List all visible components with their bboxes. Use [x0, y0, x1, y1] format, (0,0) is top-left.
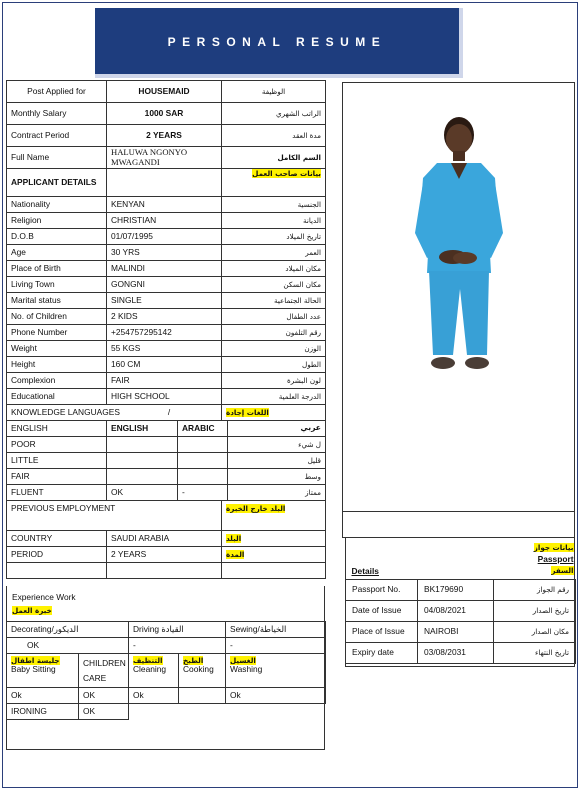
- skill-ironing-value: OK: [79, 704, 129, 720]
- skill-driving-value: -: [129, 638, 226, 654]
- skill-babysitting-value: Ok: [7, 688, 79, 704]
- detail-row: [7, 293, 326, 309]
- languages-sep: /: [167, 406, 171, 417]
- fullname-label-ar: السم الكامل: [222, 147, 326, 169]
- passport-label: Passport No.: [346, 579, 418, 600]
- language-level: POOR: [7, 437, 107, 453]
- detail-ar: رقم التلفون: [222, 325, 326, 341]
- detail-value: 55 KGS: [107, 341, 222, 357]
- detail-value: HIGH SCHOOL: [107, 389, 222, 405]
- detail-value: 01/07/1995: [107, 229, 222, 245]
- employment-ar-label: المدة: [226, 549, 245, 559]
- language-arabic-value: [178, 453, 228, 468]
- languages-header-ar: اللغات إجادة: [226, 407, 269, 417]
- post-label-ar: الوظيفة: [222, 81, 326, 103]
- passport-ar: تاريخ النتهاء: [494, 642, 576, 663]
- salary-label: Monthly Salary: [7, 103, 107, 125]
- detail-value: 30 YRS: [107, 245, 222, 261]
- page-title: PERSONAL RESUME: [167, 35, 387, 49]
- detail-ar: مكان الميلاد: [222, 261, 326, 277]
- skills-row-3: [7, 704, 326, 720]
- employment-ar-label: البلد: [226, 533, 242, 543]
- skill-cooking: Cooking: [183, 664, 214, 675]
- passport-title-en: Passport: [537, 553, 574, 564]
- detail-ar: لون البشرة: [222, 373, 326, 389]
- contract-label-ar: مدة العقد: [222, 125, 326, 147]
- skill-ironing: IRONING: [7, 704, 79, 720]
- skill-cooking-value: [179, 688, 226, 704]
- language-english-value: [107, 469, 178, 484]
- languages-col-label: ENGLISH: [7, 421, 107, 437]
- passport-title-ar: بيانات جواز: [533, 543, 574, 553]
- detail-ar: عدد الطفال: [222, 309, 326, 325]
- detail-row: [7, 341, 326, 357]
- detail-label: D.O.B: [7, 229, 107, 245]
- detail-row: [7, 325, 326, 341]
- language-level-row: [7, 453, 326, 469]
- skills-table: [6, 621, 326, 720]
- title-banner: [95, 8, 463, 78]
- skill-sewing-value: -: [226, 638, 326, 654]
- detail-row: [7, 373, 326, 389]
- detail-value: 160 CM: [107, 357, 222, 373]
- skill-decorating-value: OK: [7, 638, 129, 654]
- contract-value: 2 YEARS: [107, 125, 222, 147]
- languages-header: KNOWLEDGE LANGUAGES: [11, 406, 120, 417]
- detail-label: No. of Children: [7, 309, 107, 325]
- skill-washing-value: Ok: [226, 688, 326, 704]
- detail-ar: مكان السكن: [222, 277, 326, 293]
- details-body: [7, 197, 326, 405]
- skill-sewing: Sewing/الخياطة: [226, 622, 326, 638]
- detail-ar: تاريخ الميلاد: [222, 229, 326, 245]
- language-english-value: [107, 437, 178, 452]
- language-level-row: [7, 469, 326, 485]
- detail-value: SINGLE: [107, 293, 222, 309]
- language-arabic-value: -: [178, 485, 228, 500]
- language-level-ar: ممتاز: [305, 487, 321, 497]
- photo-caption-strip: [342, 512, 575, 538]
- language-level: FLUENT: [7, 485, 107, 501]
- detail-label: Age: [7, 245, 107, 261]
- skills-row-2: [7, 654, 326, 688]
- detail-value: MALINDI: [107, 261, 222, 277]
- detail-label: Place of Birth: [7, 261, 107, 277]
- language-level-ar: ل شيء: [298, 439, 321, 449]
- employment-label: PERIOD: [7, 547, 107, 563]
- applicant-details-label: APPLICANT DETAILS: [7, 169, 107, 197]
- personal-details-table: [6, 80, 326, 579]
- detail-row: [7, 213, 326, 229]
- applicant-details-value: [107, 169, 222, 197]
- detail-label: Phone Number: [7, 325, 107, 341]
- language-english-value: OK: [107, 485, 178, 500]
- fullname-row: [7, 147, 326, 169]
- employment-header-row: [7, 501, 326, 531]
- detail-row: [7, 197, 326, 213]
- fullname-value: HALUWA NGONYO MWAGANDI: [107, 147, 222, 169]
- skill-washing: Washing: [230, 664, 263, 675]
- employment-body: [7, 531, 326, 563]
- passport-table: [345, 537, 576, 664]
- employment-label: COUNTRY: [7, 531, 107, 547]
- detail-ar: الديانة: [222, 213, 326, 229]
- passport-header: [346, 537, 576, 579]
- employment-empty-row: [7, 563, 326, 579]
- detail-value: CHRISTIAN: [107, 213, 222, 229]
- detail-label: Complexion: [7, 373, 107, 389]
- detail-row: [7, 245, 326, 261]
- salary-label-ar: الراتب الشهري: [222, 103, 326, 125]
- languages-header-row: [7, 405, 326, 421]
- passport-row: [346, 579, 576, 600]
- skill-cleaning: Cleaning: [133, 664, 167, 675]
- skills-row-1-values: [7, 638, 326, 654]
- detail-row: [7, 277, 326, 293]
- employment-row: [7, 531, 326, 547]
- applicant-details-row: [7, 169, 326, 197]
- detail-row: [7, 229, 326, 245]
- passport-label: Place of Issue: [346, 621, 418, 642]
- passport-details-label: Details: [351, 566, 379, 577]
- languages-col-arabic: ARABIC: [178, 421, 228, 436]
- experience-title-ar: خبرة العمل: [12, 606, 52, 615]
- passport-row: [346, 621, 576, 642]
- employment-header-ar: البلد خارج الخبرة: [226, 504, 286, 513]
- passport-body: [346, 579, 576, 663]
- employment-value: SAUDI ARABIA: [107, 531, 222, 547]
- employment-header: PREVIOUS EMPLOYMENT: [7, 501, 222, 531]
- detail-ar: الوزن: [222, 341, 326, 357]
- employment-row: [7, 547, 326, 563]
- post-label: Post Applied for: [7, 81, 107, 103]
- language-level: FAIR: [7, 469, 107, 485]
- experience-title: Experience Work: [12, 592, 76, 602]
- skill-washing-ar: الغسيل: [230, 656, 256, 665]
- detail-label: Height: [7, 357, 107, 373]
- languages-col-ar: عربي: [300, 423, 321, 433]
- employment-value: 2 YEARS: [107, 547, 222, 563]
- detail-value: 2 KIDS: [107, 309, 222, 325]
- applicant-figure: [343, 83, 576, 513]
- languages-body: [7, 437, 326, 501]
- detail-ar: الدرجة العلمية: [222, 389, 326, 405]
- language-level-row: [7, 485, 326, 501]
- contract-row: [7, 125, 326, 147]
- skill-cleaning-value: Ok: [129, 688, 179, 704]
- skill-decorating: Decorating/الديكور: [7, 622, 129, 638]
- detail-ar: العمر: [222, 245, 326, 261]
- detail-label: Nationality: [7, 197, 107, 213]
- detail-label: Living Town: [7, 277, 107, 293]
- passport-travel-ar: السفر: [551, 566, 574, 576]
- detail-label: Religion: [7, 213, 107, 229]
- employment-ar: [222, 547, 326, 563]
- detail-value: FAIR: [107, 373, 222, 389]
- detail-row: [7, 357, 326, 373]
- language-level-row: [7, 437, 326, 453]
- detail-row: [7, 261, 326, 277]
- skill-cleaning-ar: التنظيف: [133, 656, 163, 665]
- detail-ar: الطول: [222, 357, 326, 373]
- passport-label: Date of Issue: [346, 600, 418, 621]
- salary-row: [7, 103, 326, 125]
- detail-label: Marital status: [7, 293, 107, 309]
- passport-ar: رقم الجواز: [494, 579, 576, 600]
- detail-row: [7, 309, 326, 325]
- applicant-details-ar: بيانات صاحب العمل: [252, 169, 321, 178]
- skill-driving: Driving القيادة: [129, 622, 226, 638]
- passport-label: Expiry date: [346, 642, 418, 663]
- language-arabic-value: [178, 469, 228, 484]
- skills-row-1: [7, 622, 326, 638]
- skills-row-2-values: [7, 688, 326, 704]
- language-level-ar: قليل: [307, 455, 321, 465]
- detail-value: KENYAN: [107, 197, 222, 213]
- detail-label: Educational: [7, 389, 107, 405]
- passport-row: [346, 642, 576, 663]
- applicant-photo: [342, 82, 575, 512]
- passport-value: NAIROBI: [418, 621, 494, 642]
- detail-value: +254757295142: [107, 325, 222, 341]
- passport-value: BK179690: [418, 579, 494, 600]
- detail-row: [7, 389, 326, 405]
- detail-ar: الحالة الجتماعية: [222, 293, 326, 309]
- salary-value: 1000 SAR: [107, 103, 222, 125]
- fullname-label: Full Name: [7, 147, 107, 169]
- passport-ar: مكان الصدار: [494, 621, 576, 642]
- passport-row: [346, 600, 576, 621]
- language-english-value: [107, 453, 178, 468]
- languages-column-row: [7, 421, 326, 437]
- language-level: LITTLE: [7, 453, 107, 469]
- passport-value: 03/08/2031: [418, 642, 494, 663]
- detail-value: GONGNI: [107, 277, 222, 293]
- contract-label: Contract Period: [7, 125, 107, 147]
- language-level-ar: وسط: [304, 471, 321, 481]
- passport-value: 04/08/2021: [418, 600, 494, 621]
- skill-babysitting-ar: جليسة اطفال: [11, 656, 60, 665]
- skill-childcare-value: OK: [79, 688, 129, 704]
- post-row: [7, 81, 326, 103]
- detail-ar: الجنسية: [222, 197, 326, 213]
- languages-col-english: ENGLISH: [107, 421, 178, 436]
- skill-cooking-ar: الطبخ: [183, 656, 204, 665]
- employment-ar: [222, 531, 326, 547]
- skill-childcare: CHILDREN CARE: [79, 654, 129, 688]
- language-arabic-value: [178, 437, 228, 452]
- skill-babysitting: Baby Sitting: [11, 664, 56, 675]
- post-value: HOUSEMAID: [107, 81, 222, 103]
- passport-ar: تاريخ الصدار: [494, 600, 576, 621]
- detail-label: Weight: [7, 341, 107, 357]
